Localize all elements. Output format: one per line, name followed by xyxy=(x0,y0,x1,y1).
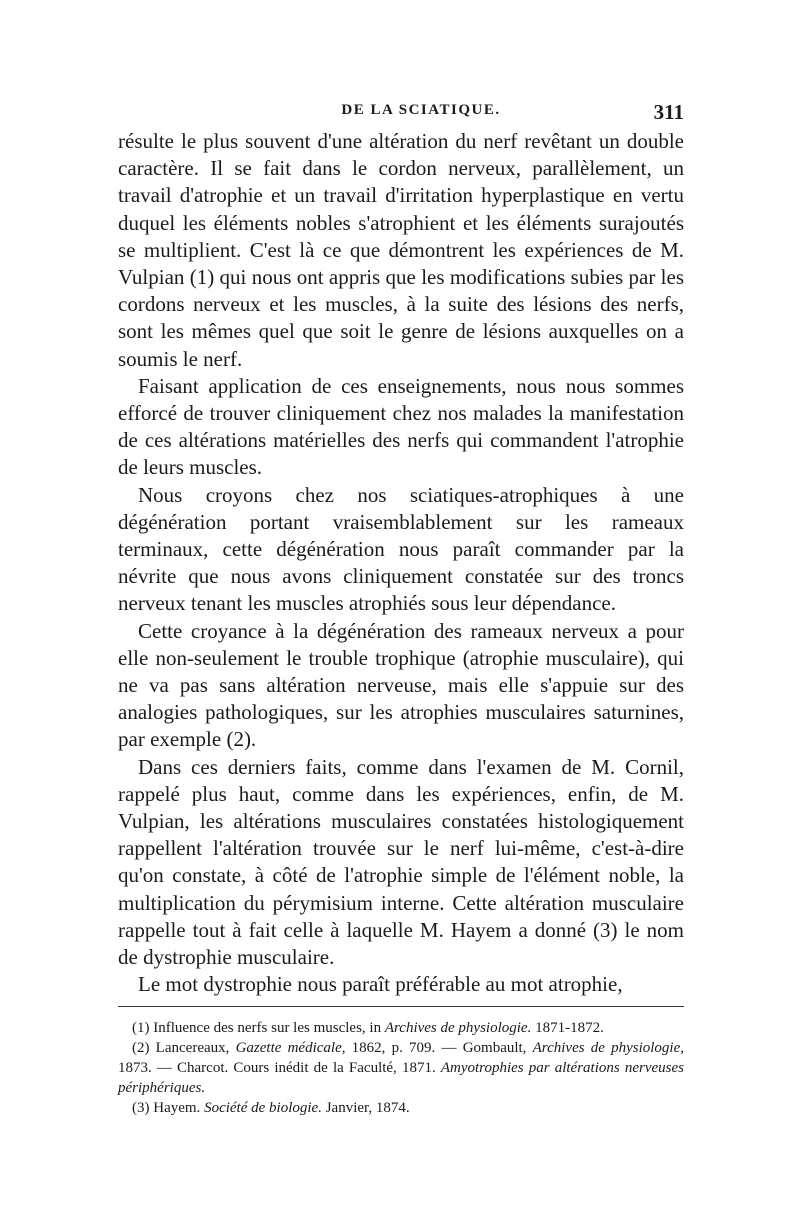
body-text xyxy=(118,128,684,999)
footnote-citation: Amyotrophies par altérations nerveuses périphériques. xyxy=(118,1060,684,1096)
footnote-citation: Archives de physiologie. xyxy=(384,1020,532,1036)
paragraph: Cette croyance à la dégénération des rameaux nerveux a pour elle non-seulement le trouble trophique (atrophie musculaire), qui ne va pas sans altération nerveuse, mais elle s'appuie sur des analogies pathologiques, sur les atrophies musculaires saturnines, par exemple (2). xyxy=(118,618,684,752)
footnote-3 xyxy=(118,1098,684,1118)
footnote-text: 1871-1872. xyxy=(531,1020,604,1036)
footnote-citation: Gazette médicale, xyxy=(235,1040,346,1056)
running-head xyxy=(118,100,684,126)
page-number: 311 xyxy=(653,100,684,124)
footnote-text: (3) Hayem. xyxy=(132,1100,205,1116)
paragraph: Faisant application de ces enseignements, nous nous sommes efforcé de trouver cliniquement chez nos malades la manifestation de ces altérations matérielles des nerfs qui commandent l'atrophie de leurs muscles. xyxy=(118,373,684,480)
footnote-text: 1862, p. 709. — Gombault, xyxy=(345,1040,533,1056)
footnote-citation: Société de biologie. xyxy=(204,1100,322,1116)
footnotes xyxy=(118,1018,684,1118)
footnote-1 xyxy=(118,1018,684,1038)
paragraph: Le mot dystrophie nous paraît préférable au mot atrophie, xyxy=(138,972,623,997)
footnote-divider xyxy=(118,1006,684,1007)
footnote-text: Janvier, 1874. xyxy=(321,1100,410,1116)
footnote-2 xyxy=(118,1038,684,1098)
footnote-text: (2) Lancereaux, xyxy=(132,1040,236,1056)
footnote-text: 1873. — Charcot. Cours inédit de la Faculté, 1871. xyxy=(118,1060,441,1076)
footnote-citation: Archives de physiologie, xyxy=(532,1040,685,1056)
paragraph: Nous croyons chez nos sciatiques-atrophiques à une dégénération portant vraisemblablement sur les rameaux terminaux, cette dégénération nous paraît commander par la névrite que nous avons cliniquement constatée sur des troncs nerveux tenant les muscles atrophiés sous leur dépendance. xyxy=(118,482,684,616)
paragraph: Dans ces derniers faits, comme dans l'examen de M. Cornil, rappelé plus haut, comme dans les expériences, enfin, de M. Vulpian, les altérations musculaires constatées histologiquement rappellent l'altération trouvée sur le nerf lui-même, c'est-à-dire qu'on constate, à côté de l'atrophie simple de l'élément noble, la multiplication du pérymisium interne. Cette altération musculaire rappelle tout à fait celle à laquelle M. Hayem a donné (3) le nom de dystrophie musculaire. xyxy=(118,754,684,970)
paragraph: résulte le plus souvent d'une altération du nerf revêtant un double caractère. Il se fait dans le cordon nerveux, parallèlement, un travail d'atrophie et un travail d'irritation hyperplastique en vertu duquel les éléments nobles s'atrophient et les éléments surajoutés se multiplient. C'est là ce que démontrent les expériences de M. Vulpian (1) qui nous ont appris que les modifications subies par les cordons nerveux et les muscles, à la suite des lésions des nerfs, sont les mêmes quel que soit le genre de lésions auxquelles on a soumis le nerf. xyxy=(118,129,684,371)
footnote-text: (1) Influence des nerfs sur les muscles, in xyxy=(132,1020,385,1036)
running-title: DE LA SCIATIQUE. xyxy=(341,102,501,118)
